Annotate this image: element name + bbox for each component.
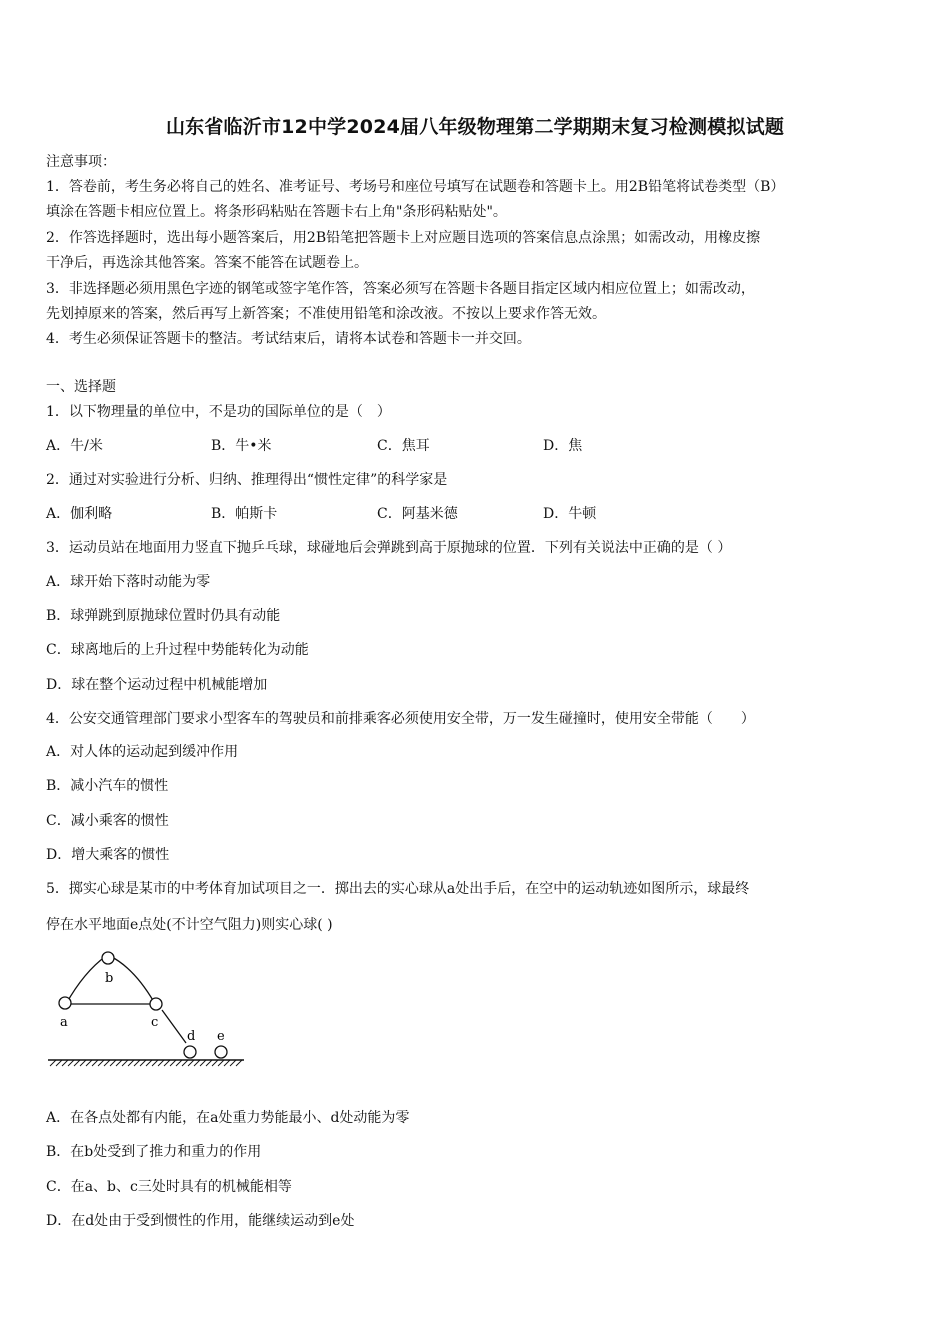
ball-e (215, 1046, 227, 1058)
question-stem: 1．以下物理量的单位中，不是功的国际单位的是（ ） (46, 404, 391, 420)
option-a[interactable]: A．牛/米 (46, 438, 103, 454)
option-b[interactable]: B．帕斯卡 (211, 506, 278, 522)
question-stem: 停在水平地面e点处(不计空气阻力)则实心球( ) (46, 917, 333, 933)
option-d[interactable]: D．球在整个运动过程中机械能增加 (46, 677, 268, 693)
question-stem: 2．通过对实验进行分析、归纳、推理得出“惯性定律”的科学家是 (46, 472, 448, 488)
label-e: e (217, 1029, 225, 1044)
notice-line: 先划掉原来的答案，然后再写上新答案；不准使用铅笔和涂改液。不按以上要求作答无效。 (46, 306, 606, 322)
option-a[interactable]: A．在各点处都有内能，在a处重力势能最小、d处动能为零 (46, 1110, 410, 1126)
question-stem: 4．公安交通管理部门要求小型客车的驾驶员和前排乘客必须使用安全带，万一发生碰撞时，使用安全带能（ ） (46, 711, 755, 727)
label-a: a (60, 1015, 68, 1030)
option-b[interactable]: B．牛•米 (211, 438, 272, 454)
notice-line: 4．考生必须保证答题卡的整洁。考试结束后，请将本试卷和答题卡一并交回。 (46, 331, 531, 347)
option-b[interactable]: B．减小汽车的惯性 (46, 778, 169, 794)
question-stem: 3．运动员站在地面用力竖直下抛乒乓球，球碰地后会弹跳到高于原抛球的位置．下列有关说法中正确的是（ ） (46, 540, 732, 556)
section-heading: 一、选择题 (46, 379, 116, 395)
option-a[interactable]: A．球开始下落时动能为零 (46, 574, 211, 590)
option-c[interactable]: C．焦耳 (377, 438, 430, 454)
option-a[interactable]: A．伽利略 (46, 506, 113, 522)
option-d[interactable]: D．增大乘客的惯性 (46, 847, 170, 863)
trajectory-rise (66, 956, 106, 1004)
notice-line: 2．作答选择题时，选出每小题答案后，用2B铅笔把答题卡上对应题目选项的答案信息点涂黑；如需改动，用橡皮擦 (46, 230, 761, 246)
ball-b (102, 952, 114, 964)
option-c[interactable]: C．球离地后的上升过程中势能转化为动能 (46, 642, 309, 658)
label-b: b (105, 971, 114, 986)
notice-heading: 注意事项： (46, 154, 116, 170)
option-d[interactable]: D．牛顿 (543, 506, 597, 522)
notice-line: 干净后，再选涂其他答案。答案不能答在试题卷上。 (46, 255, 368, 271)
option-c[interactable]: C．减小乘客的惯性 (46, 813, 169, 829)
label-c: c (151, 1015, 159, 1030)
option-d[interactable]: D．在d处由于受到惯性的作用，能继续运动到e处 (46, 1213, 355, 1229)
option-c[interactable]: C．阿基米德 (377, 506, 458, 522)
option-b[interactable]: B．在b处受到了推力和重力的作用 (46, 1144, 262, 1160)
option-a[interactable]: A．对人体的运动起到缓冲作用 (46, 744, 239, 760)
notice-line: 1．答卷前，考生务必将自己的姓名、准考证号、考场号和座位号填写在试题卷和答题卡上。用2B铅笔将试卷类型（B） (46, 179, 785, 195)
ground-hatch (50, 1060, 242, 1066)
ball-c (150, 998, 162, 1010)
notice-line: 填涂在答题卡相应位置上。将条形码粘贴在答题卡右上角"条形码粘贴处"。 (46, 204, 507, 220)
ball-a (59, 997, 71, 1009)
option-d[interactable]: D．焦 (543, 438, 583, 454)
question-stem: 5．掷实心球是某市的中考体育加试项目之一．掷出去的实心球从a处出手后，在空中的运动轨迹如图所示，球最终 (46, 881, 750, 897)
option-c[interactable]: C．在a、b、c三处时具有的机械能相等 (46, 1179, 292, 1195)
trajectory-descent (162, 1010, 186, 1043)
trajectory-fall (110, 956, 154, 1002)
ball-d (184, 1046, 196, 1058)
option-b[interactable]: B．球弹跳到原抛球位置时仍具有动能 (46, 608, 281, 624)
trajectory-figure (44, 946, 254, 1071)
page-title: 山东省临沂市12中学2024届八年级物理第二学期期末复习检测模拟试题 (165, 116, 785, 138)
label-d: d (187, 1029, 196, 1044)
notice-line: 3．非选择题必须用黑色字迹的钢笔或签字笔作答，答案必须写在答题卡各题目指定区域内相应位置上；如需改动， (46, 281, 755, 297)
